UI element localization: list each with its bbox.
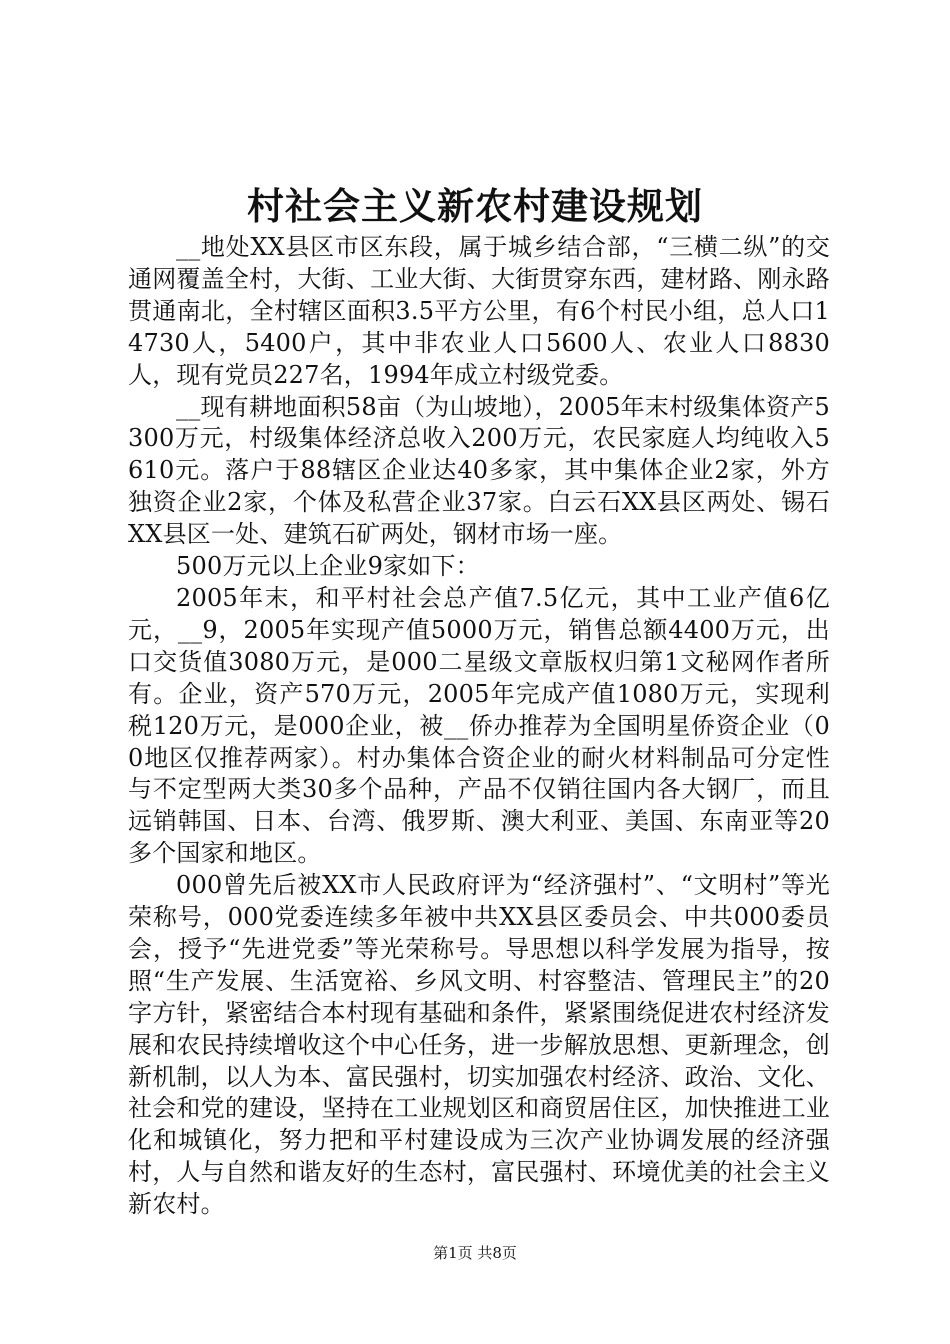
document-title: 村社会主义新农村建设规划 bbox=[247, 185, 703, 228]
paragraph-honors-and-guidelines: 000曾先后被XX市人民政府评为“经济强村”、“文明村”等光荣称号，000党委连续多年被中共XX县区委员会、中共000委员会，授予“先进党委”等光荣称号。导思想以科学发展为指导，按照“生产发展、生活宽裕、乡风文明、村容整洁、管理民主”的20字方针，紧密结合本村现有基础和条件，紧紧围绕促进农村经济发展和农民持续增收这个中心任务，进一步解放思想、更新理念，创新机制，以人为本、富民强村，切实加强农村经济、政治、文化、社会和党的建设，坚持在工业规划区和商贸居住区，加快推进工业化和城镇化，努力把和平村建设成为三次产业协调发展的经济强村，人与自然和谐友好的生态村，富民强村、环境优美的社会主义新农村。 bbox=[128, 871, 830, 1219]
document-body bbox=[128, 232, 830, 1221]
paragraph-output-value: 2005年末，和平村社会总产值7.5亿元，其中工业产值6亿元，__9，2005年实现产值5000万元，销售总额4400万元，出口交货值3080万元，是000二星级文章版权归第1文秘网作者所有。企业，资产570万元，2005年完成产值1080万元，实现利税120万元，是000企业，被__侨办推荐为全国明星侨资企业（00地区仅推荐两家）。村办集体合资企业的耐火材料制品可分定性与不定型两大类30多个品种，产品不仅销往国内各大钢厂，而且远销韩国、日本、台湾、俄罗斯、澳大利亚、美国、东南亚等20多个国家和地区。 bbox=[128, 583, 830, 868]
paragraph-location: __地处XX县区市区东段，属于城乡结合部，“三横二纵”的交通网覆盖全村，大街、工业大街、大街贯穿东西，建材路、刚永路贯通南北，全村辖区面积3.5平方公里，有6个村民小组，总人口14730人，5400户，其中非农业人口5600人、农业人口8830人，现有党员227名，1994年成立村级党委。 bbox=[128, 233, 830, 389]
page-footer: 第1页 共8页 bbox=[433, 1244, 517, 1262]
paragraph-enterprise-intro: 500万元以上企业9家如下： bbox=[176, 552, 480, 581]
paragraph-land-and-economy: __现有耕地面积58亩（为山坡地），2005年末村级集体资产5300万元，村级集体经济总收入200万元，农民家庭人均纯收入5610元。落户于88辖区企业达40多家，其中集体企业2家，外方独资企业2家，个体及私营企业37家。白云石XX县区两处、锡石XX县区一处、建筑石矿两处，钢材市场一座。 bbox=[128, 392, 830, 549]
